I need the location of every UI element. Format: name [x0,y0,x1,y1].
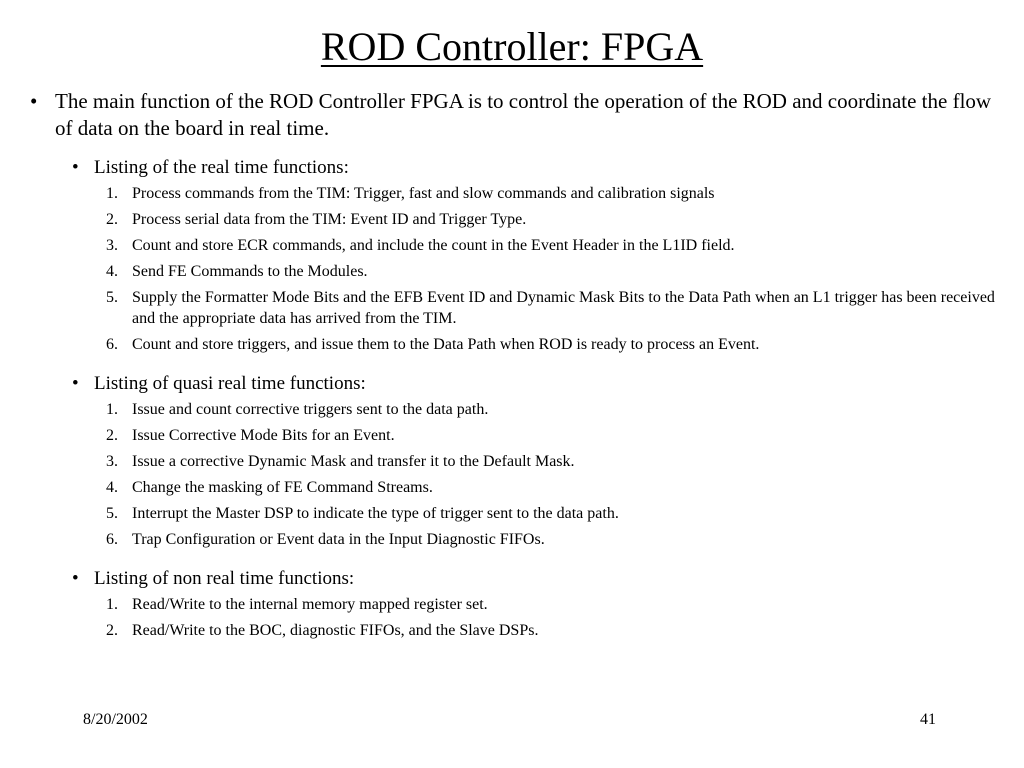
list-item [94,261,1000,282]
intro-bullet [30,88,1000,142]
section-non-real-time [72,566,1000,641]
list-item-number: 3. [106,453,118,470]
slide-title [0,22,1024,72]
list-item [94,183,1000,204]
numbered-list [94,399,1000,550]
bullet-icon: • [72,568,79,589]
list-item-number: 1. [106,185,118,202]
intro-text: The main function of the ROD Controller FPGA is to control the operation of the ROD and coordinate the flow of data on the board in real time. [55,89,992,140]
list-item-text: Supply the Formatter Mode Bits and the EFB Event ID and Dynamic Mask Bits to the Data Path when an L1 trigger has been received and the appropriate data has arrived from the TIM. [132,289,995,327]
list-item-number: 2. [106,622,118,639]
list-item-text: Issue a corrective Dynamic Mask and transfer it to the Default Mask. [132,453,575,470]
list-item-number: 5. [106,505,118,522]
list-item [94,594,1000,615]
list-item [94,209,1000,230]
bullet-icon: • [30,89,38,113]
list-item-number: 2. [106,427,118,444]
list-item [94,425,1000,446]
list-item-number: 4. [106,479,118,496]
numbered-list [94,183,1000,355]
section-quasi-real-time [72,371,1000,550]
list-item-number: 6. [106,531,118,548]
list-item-text: Count and store triggers, and issue them to the Data Path when ROD is ready to process an Event. [132,336,760,353]
list-item [94,334,1000,355]
list-item-number: 2. [106,211,118,228]
list-item [94,287,1000,329]
bullet-icon: • [72,157,79,178]
list-item-number: 3. [106,237,118,254]
list-item-text: Change the masking of FE Command Streams. [132,479,433,496]
slide-title-text: ROD Controller: FPGA [320,24,704,69]
footer-date: 8/20/2002 [83,711,148,728]
list-item-number: 1. [106,401,118,418]
list-item-text: Process serial data from the TIM: Event ID and Trigger Type. [132,211,527,228]
bullet-icon: • [72,373,79,394]
list-item [94,503,1000,524]
list-item-text: Interrupt the Master DSP to indicate the type of trigger sent to the data path. [132,505,619,522]
list-item [94,399,1000,420]
list-item-text: Issue Corrective Mode Bits for an Event. [132,427,395,444]
list-item-text: Read/Write to the internal memory mapped register set. [132,596,488,613]
list-item [94,235,1000,256]
list-item-number: 1. [106,596,118,613]
list-item-text: Trap Configuration or Event data in the Input Diagnostic FIFOs. [132,531,545,548]
list-item-number: 6. [106,336,118,353]
list-item [94,529,1000,550]
section-heading: Listing of non real time functions: [94,568,355,589]
list-item-text: Process commands from the TIM: Trigger, fast and slow commands and calibration signals [132,185,715,202]
list-item-text: Issue and count corrective triggers sent to the data path. [132,401,489,418]
section-real-time [72,155,1000,355]
section-heading: Listing of quasi real time functions: [94,373,366,394]
list-item [94,620,1000,641]
list-item-text: Send FE Commands to the Modules. [132,263,368,280]
numbered-list [94,594,1000,641]
list-item [94,477,1000,498]
list-item-number: 5. [106,289,118,306]
page-number: 41 [920,711,936,728]
section-heading: Listing of the real time functions: [94,157,349,178]
list-item [94,451,1000,472]
list-item-number: 4. [106,263,118,280]
list-item-text: Count and store ECR commands, and include the count in the Event Header in the L1ID field. [132,237,735,254]
slide-body [30,88,1000,646]
list-item-text: Read/Write to the BOC, diagnostic FIFOs, and the Slave DSPs. [132,622,539,639]
